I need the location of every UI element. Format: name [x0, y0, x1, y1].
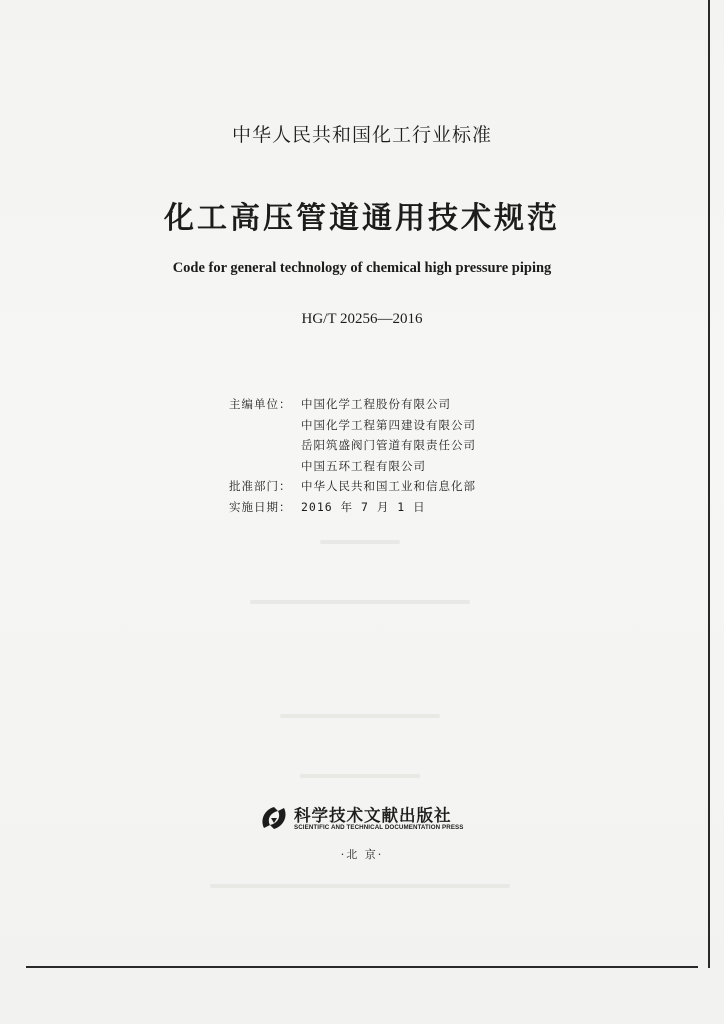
date-label: 实施日期：	[229, 499, 292, 514]
publisher-block	[258, 800, 498, 840]
title-chinese: 化工高压管道通用技术规范	[164, 201, 560, 236]
editor-4: 中国五环工程有限公司	[301, 458, 426, 473]
editor-row	[229, 456, 476, 477]
publisher-logo-icon	[258, 802, 290, 834]
info-block	[229, 394, 476, 517]
approval-row	[229, 476, 476, 497]
publisher-name-english: SCIENTIFIC AND TECHNICAL DOCUMENTATION PRESS	[294, 824, 464, 831]
bleed-through-mark	[210, 884, 510, 888]
bleed-through-mark	[320, 540, 400, 544]
editor-row	[229, 435, 476, 456]
editor-row	[229, 415, 476, 436]
standard-code: HG/T 20256—2016	[301, 311, 423, 327]
editor-3: 岳阳筑盛阀门管道有限责任公司	[301, 438, 476, 452]
bleed-through-mark	[250, 600, 470, 604]
scan-edge-bottom	[26, 966, 698, 968]
standard-series: 中华人民共和国化工行业标准	[231, 124, 492, 146]
date-value: 2016 年 7 月 1 日	[301, 499, 426, 514]
editor-label: 主编单位：	[229, 397, 292, 411]
approval-value: 中华人民共和国工业和信息化部	[301, 479, 476, 493]
editor-1: 中国化学工程股份有限公司	[301, 397, 451, 411]
editor-2: 中国化学工程第四建设有限公司	[301, 417, 476, 432]
editor-row	[229, 394, 476, 415]
title-english: Code for general technology of chemical high pressure piping	[172, 260, 552, 276]
bleed-through-mark	[300, 774, 420, 778]
bleed-through-mark	[280, 714, 440, 718]
publisher-city: ·北 京·	[340, 848, 384, 861]
date-row	[229, 497, 476, 518]
approval-label: 批准部门：	[229, 479, 292, 493]
publisher-name-chinese: 科学技术文献出版社	[294, 806, 452, 825]
